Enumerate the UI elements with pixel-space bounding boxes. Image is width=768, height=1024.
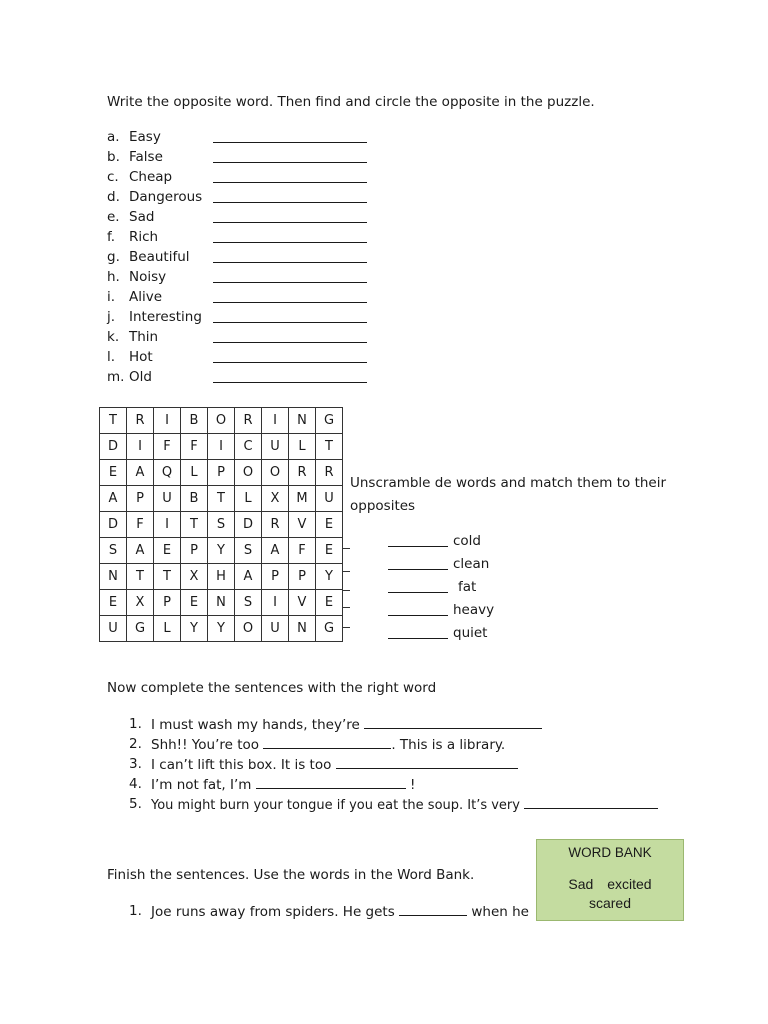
puzzle-cell[interactable]: P	[289, 564, 316, 590]
list-item	[388, 602, 518, 620]
sentence-text	[151, 903, 529, 920]
answer-blank[interactable]	[213, 182, 367, 183]
puzzle-cell[interactable]: Y	[316, 564, 343, 590]
answer-blank[interactable]	[336, 756, 518, 769]
answer-blank[interactable]	[213, 302, 367, 303]
puzzle-cell[interactable]: N	[100, 564, 127, 590]
puzzle-cell[interactable]: D	[235, 512, 262, 538]
puzzle-cell[interactable]: B	[181, 408, 208, 434]
answer-blank[interactable]	[399, 903, 467, 916]
answer-blank[interactable]	[388, 615, 448, 616]
puzzle-cell[interactable]: Y	[208, 538, 235, 564]
sentence-number: 3.	[129, 756, 142, 772]
puzzle-cell[interactable]: A	[235, 564, 262, 590]
puzzle-cell[interactable]: P	[262, 564, 289, 590]
puzzle-cell[interactable]: R	[235, 408, 262, 434]
puzzle-cell[interactable]: S	[235, 538, 262, 564]
puzzle-cell[interactable]: X	[262, 486, 289, 512]
puzzle-cell[interactable]: Y	[208, 616, 235, 642]
item-word: Alive	[129, 289, 163, 305]
answer-blank[interactable]	[388, 592, 448, 593]
puzzle-cell[interactable]: Q	[154, 460, 181, 486]
puzzle-cell[interactable]: A	[262, 538, 289, 564]
answer-blank[interactable]	[388, 546, 448, 547]
answer-blank[interactable]	[256, 776, 406, 789]
puzzle-cell[interactable]: T	[181, 512, 208, 538]
puzzle-cell[interactable]: O	[208, 408, 235, 434]
sentence-number: 5.	[129, 796, 142, 812]
item-word: Cheap	[129, 169, 173, 185]
puzzle-cell[interactable]: D	[100, 512, 127, 538]
item-word: Thin	[129, 329, 159, 345]
puzzle-cell[interactable]: I	[262, 408, 289, 434]
puzzle-cell[interactable]: R	[316, 460, 343, 486]
puzzle-cell[interactable]: A	[127, 538, 154, 564]
word-bank-words: Sad excited	[568, 876, 652, 892]
unscramble-word: clean	[453, 556, 490, 572]
puzzle-cell[interactable]: E	[316, 538, 343, 564]
puzzle-cell[interactable]: I	[262, 590, 289, 616]
puzzle-cell[interactable]: E	[316, 512, 343, 538]
answer-blank[interactable]	[213, 282, 367, 283]
item-word: Old	[129, 369, 152, 385]
list-item	[388, 533, 518, 551]
word-bank	[536, 839, 684, 921]
list-item	[388, 556, 518, 574]
puzzle-cell[interactable]: U	[316, 486, 343, 512]
puzzle-row	[100, 434, 343, 460]
item-word: False	[129, 149, 163, 165]
puzzle-row	[100, 486, 343, 512]
list-item	[107, 129, 377, 147]
puzzle-cell[interactable]: V	[289, 512, 316, 538]
puzzle-cell[interactable]: E	[154, 538, 181, 564]
item-word: Rich	[129, 229, 159, 245]
sentence-before: Joe runs away from spiders. He gets	[151, 904, 395, 920]
item-letter: g.	[107, 249, 120, 265]
word-bank-title: WORD BANK	[568, 845, 652, 860]
answer-blank[interactable]	[213, 162, 367, 163]
puzzle-cell[interactable]: R	[127, 408, 154, 434]
list-item	[107, 369, 377, 387]
puzzle-cell[interactable]: P	[127, 486, 154, 512]
answer-blank[interactable]	[213, 142, 367, 143]
list-item	[107, 149, 377, 167]
answer-blank[interactable]	[213, 382, 367, 383]
item-letter: e.	[107, 209, 120, 225]
list-item	[107, 209, 377, 227]
puzzle-cell[interactable]: G	[316, 408, 343, 434]
item-word: Sad	[129, 209, 155, 225]
sentence-before: I must wash my hands, they’re	[151, 717, 360, 733]
section2-instruction: Now complete the sentences with the right word	[107, 680, 437, 696]
puzzle-cell[interactable]: G	[316, 616, 343, 642]
puzzle-cell[interactable]: S	[100, 538, 127, 564]
puzzle-cell[interactable]: N	[208, 590, 235, 616]
puzzle-cell[interactable]: G	[127, 616, 154, 642]
item-word: Dangerous	[129, 189, 203, 205]
puzzle-cell[interactable]: H	[208, 564, 235, 590]
sentence-text	[151, 776, 415, 793]
puzzle-cell[interactable]: E	[100, 460, 127, 486]
list-item	[388, 625, 518, 643]
puzzle-cell[interactable]: T	[127, 564, 154, 590]
answer-blank[interactable]	[213, 342, 367, 343]
answer-blank[interactable]	[388, 569, 448, 570]
puzzle-cell[interactable]: I	[154, 408, 181, 434]
puzzle-cell[interactable]: P	[208, 460, 235, 486]
puzzle-cell[interactable]: L	[154, 616, 181, 642]
puzzle-cell[interactable]: U	[100, 616, 127, 642]
puzzle-row	[100, 460, 343, 486]
puzzle-cell[interactable]: T	[154, 564, 181, 590]
list-item	[107, 329, 377, 347]
puzzle-cell[interactable]: E	[100, 590, 127, 616]
puzzle-row	[100, 616, 343, 642]
section1-instruction: Write the opposite word. Then find and circle the opposite in the puzzle.	[107, 94, 595, 110]
puzzle-cell[interactable]: O	[262, 460, 289, 486]
puzzle-cell[interactable]: I	[154, 512, 181, 538]
puzzle-cell[interactable]: A	[127, 460, 154, 486]
list-item	[107, 349, 377, 367]
puzzle-row	[100, 590, 343, 616]
puzzle-cell[interactable]: I	[127, 434, 154, 460]
unscramble-word: cold	[453, 533, 482, 549]
puzzle-cell[interactable]: E	[181, 590, 208, 616]
sentence-before: You might burn your tongue if you eat the soup. It’s very	[151, 798, 520, 813]
item-letter: j.	[107, 309, 116, 325]
sentence-number: 1.	[129, 716, 142, 732]
puzzle-cell[interactable]: B	[181, 486, 208, 512]
item-letter: m.	[107, 369, 125, 385]
unscramble-word: heavy	[453, 602, 495, 618]
puzzle-cell[interactable]: I	[208, 434, 235, 460]
puzzle-cell[interactable]: R	[289, 460, 316, 486]
puzzle-cell[interactable]: P	[154, 590, 181, 616]
puzzle-cell[interactable]: O	[235, 616, 262, 642]
list-item	[107, 269, 377, 287]
puzzle-cell[interactable]: L	[235, 486, 262, 512]
puzzle-cell[interactable]: F	[154, 434, 181, 460]
puzzle-cell[interactable]: C	[235, 434, 262, 460]
puzzle-cell[interactable]: F	[289, 538, 316, 564]
puzzle-cell[interactable]: N	[289, 616, 316, 642]
puzzle-cell[interactable]: O	[235, 460, 262, 486]
item-word: Hot	[129, 349, 153, 365]
item-letter: k.	[107, 329, 120, 345]
answer-blank[interactable]	[213, 262, 367, 263]
list-item	[388, 579, 518, 597]
puzzle-cell[interactable]: N	[289, 408, 316, 434]
puzzle-cell[interactable]: F	[127, 512, 154, 538]
item-letter: i.	[107, 289, 116, 305]
puzzle-row	[100, 512, 343, 538]
unscramble-word: quiet	[453, 625, 488, 641]
sentence-before: Shh!! You’re too	[151, 737, 260, 753]
sentence-before: I’m not fat, I’m	[151, 777, 252, 793]
answer-blank[interactable]	[213, 242, 367, 243]
puzzle-cell[interactable]: D	[100, 434, 127, 460]
sentence-text	[151, 716, 542, 733]
puzzle-cell[interactable]: R	[262, 512, 289, 538]
match-dash	[342, 590, 350, 591]
puzzle-cell[interactable]: U	[262, 434, 289, 460]
puzzle-cell[interactable]: L	[289, 434, 316, 460]
item-letter: h.	[107, 269, 120, 285]
sentence-number: 2.	[129, 736, 142, 752]
answer-blank[interactable]	[388, 638, 448, 639]
puzzle-cell[interactable]: V	[289, 590, 316, 616]
puzzle-cell[interactable]: T	[316, 434, 343, 460]
puzzle-cell[interactable]: T	[208, 486, 235, 512]
match-dash	[342, 571, 350, 572]
puzzle-cell[interactable]: E	[316, 590, 343, 616]
word-bank-words-cont: scared	[588, 895, 632, 911]
list-item	[107, 189, 377, 207]
item-letter: l.	[107, 349, 116, 365]
unscramble-instruction: Unscramble de words and match them to their	[350, 475, 667, 491]
list-item	[107, 229, 377, 247]
answer-blank[interactable]	[364, 716, 542, 729]
sentence-after: . This is a library.	[391, 737, 506, 753]
list-item	[107, 289, 377, 307]
puzzle-cell[interactable]: F	[181, 434, 208, 460]
item-letter: d.	[107, 189, 120, 205]
puzzle-cell[interactable]: X	[127, 590, 154, 616]
list-item	[107, 169, 377, 187]
puzzle-cell[interactable]: L	[181, 460, 208, 486]
puzzle-cell[interactable]: Y	[181, 616, 208, 642]
match-dash	[342, 627, 350, 628]
item-word: Easy	[129, 129, 161, 145]
item-word: Noisy	[129, 269, 167, 285]
item-word: Beautiful	[129, 249, 190, 265]
puzzle-row	[100, 564, 343, 590]
item-letter: c.	[107, 169, 119, 185]
sentence-after: !	[410, 777, 416, 793]
answer-blank[interactable]	[213, 362, 367, 363]
unscramble-instruction-cont: opposites	[350, 498, 416, 514]
sentence-number: 1.	[129, 903, 142, 919]
list-item	[107, 309, 377, 327]
sentence-before: I can’t lift this box. It is too	[151, 757, 332, 773]
match-dash	[342, 607, 350, 608]
puzzle-cell[interactable]: U	[154, 486, 181, 512]
puzzle-cell[interactable]: M	[289, 486, 316, 512]
answer-blank[interactable]	[213, 202, 367, 203]
list-item	[107, 249, 377, 267]
item-letter: b.	[107, 149, 120, 165]
section3-instruction: Finish the sentences. Use the words in the Word Bank.	[107, 867, 475, 883]
puzzle-cell[interactable]: U	[262, 616, 289, 642]
answer-blank[interactable]	[263, 736, 391, 749]
puzzle-row	[100, 538, 343, 564]
sentence-after: when he	[471, 904, 529, 920]
sentence-number: 4.	[129, 776, 142, 792]
puzzle-cell[interactable]: P	[181, 538, 208, 564]
unscramble-word: fat	[458, 579, 477, 595]
puzzle-cell[interactable]: X	[181, 564, 208, 590]
match-dash	[342, 548, 350, 549]
word-search-puzzle	[99, 407, 343, 642]
puzzle-cell[interactable]: T	[100, 408, 127, 434]
puzzle-cell[interactable]: A	[100, 486, 127, 512]
answer-blank[interactable]	[213, 322, 367, 323]
puzzle-cell[interactable]: S	[235, 590, 262, 616]
answer-blank[interactable]	[524, 796, 658, 809]
sentence-text	[151, 736, 505, 753]
sentence-text	[151, 796, 658, 814]
answer-blank[interactable]	[213, 222, 367, 223]
item-letter: f.	[107, 229, 116, 245]
sentence-text	[151, 756, 518, 773]
puzzle-row	[100, 408, 343, 434]
item-word: Interesting	[129, 309, 202, 325]
puzzle-cell[interactable]: S	[208, 512, 235, 538]
item-letter: a.	[107, 129, 120, 145]
